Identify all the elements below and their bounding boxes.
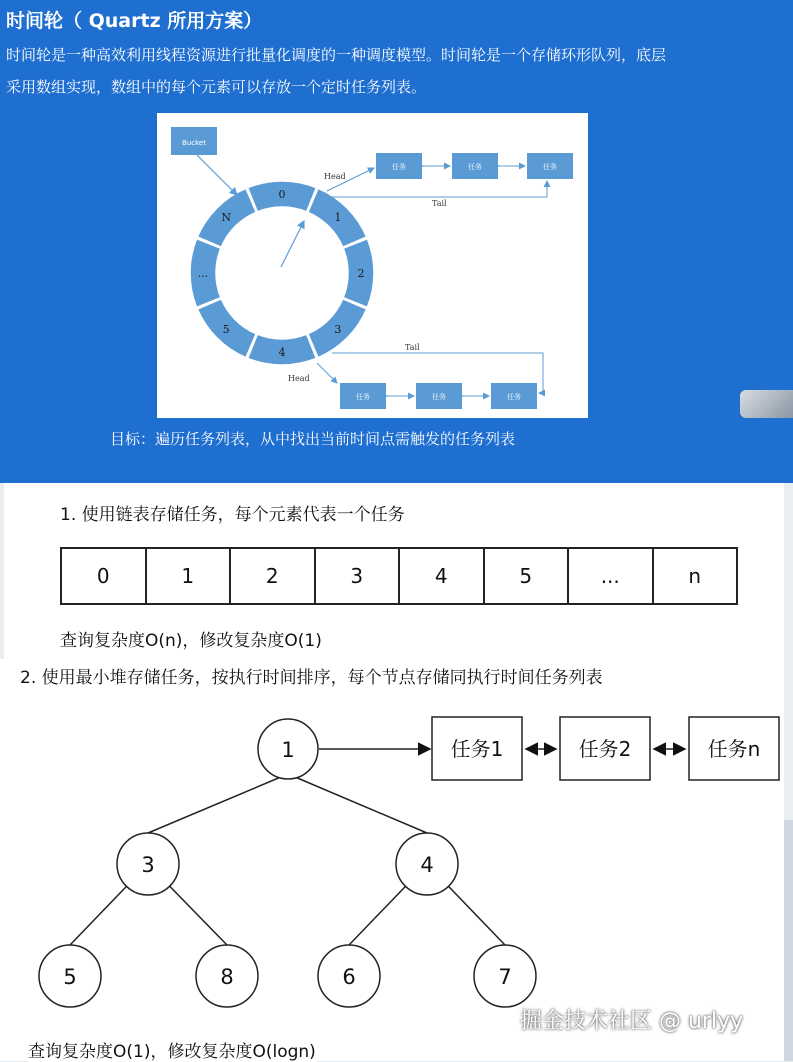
array-cell: 0	[62, 549, 147, 603]
background-strip	[784, 820, 793, 1061]
slide-description-line-2: 采用数组实现，数组中的每个元素可以存放一个定时任务列表。	[6, 78, 427, 96]
edge-1-4	[288, 774, 427, 833]
min-heap-complexity: 查询复杂度O(1)，修改复杂度O(logn)	[28, 1037, 316, 1062]
task-label-bottom-2: 任务	[432, 393, 446, 401]
task-label-top-2: 任务	[468, 163, 482, 171]
wheel-pointer	[281, 221, 304, 267]
heap-node-label: 4	[420, 853, 434, 877]
heap-node-label: 1	[281, 738, 295, 762]
min-heap-diagram	[0, 690, 784, 1035]
heap-node-label: 6	[342, 965, 356, 989]
array-cell: 1	[147, 549, 232, 603]
time-wheel-diagram	[157, 113, 588, 418]
heap-node-3	[117, 833, 179, 895]
tail-arrow-top	[332, 181, 547, 197]
time-wheel-ring	[190, 181, 374, 365]
task-box-label: 任务n	[707, 737, 761, 761]
linked-list-complexity: 查询复杂度O(n)，修改复杂度O(1)	[60, 631, 322, 651]
heap-node-5	[39, 945, 101, 1007]
task-label-bottom-1: 任务	[356, 393, 370, 401]
array-cells	[60, 547, 738, 605]
wheel-slot-label: 1	[334, 211, 342, 225]
edge-1-3	[148, 774, 288, 833]
bucket-arrow	[197, 155, 237, 195]
site-watermark: 掘金技术社区 @ urlyy	[520, 1009, 744, 1034]
array-cell: n	[688, 564, 702, 588]
heap-node-label: 7	[498, 965, 512, 989]
task-label-top-3: 任务	[543, 163, 557, 171]
linked-list-heading: 1. 使用链表存储任务，每个元素代表一个任务	[60, 505, 405, 525]
head-label-bottom: Head	[288, 374, 310, 383]
wheel-slot-label: ...	[197, 267, 209, 280]
heap-node-8	[196, 945, 258, 1007]
heap-node-label: 3	[141, 853, 155, 877]
wheel-slot-label: 0	[278, 188, 286, 201]
slide-title: 时间轮（ Quartz 所用方案）	[6, 10, 263, 32]
wheel-slot-label: 3	[334, 322, 342, 336]
tail-label-bottom: Tail	[405, 343, 420, 352]
array-cell: 4	[400, 549, 485, 603]
video-thumbnail-corner	[740, 390, 793, 418]
heap-node-label: 5	[63, 965, 77, 989]
heap-node-4	[396, 833, 458, 895]
heap-node-7	[474, 945, 536, 1007]
wheel-slot-label: 2	[357, 267, 365, 280]
task-box-label: 任务2	[578, 737, 632, 761]
array-cell: 3	[316, 549, 401, 603]
head-arrow-bottom	[317, 363, 337, 383]
task-label-top-1: 任务	[392, 163, 406, 171]
heap-node-1	[258, 719, 318, 779]
slide-goal: 目标：遍历任务列表，从中找出当前时间点需触发的任务列表	[110, 430, 516, 448]
array-cell: ...	[569, 549, 654, 603]
head-label-top: Head	[324, 172, 346, 181]
wheel-slot-label: 4	[278, 346, 286, 359]
wheel-slot-label: 5	[222, 322, 230, 336]
wheel-slot-label: N	[221, 211, 231, 225]
bucket-label: Bucket	[182, 139, 206, 147]
array-cell: 2	[231, 549, 316, 603]
task-box-label: 任务1	[450, 737, 504, 761]
min-heap-heading: 2. 使用最小堆存储任务，按执行时间排序，每个节点存储同执行时间任务列表	[20, 668, 603, 688]
tail-label-top: Tail	[432, 199, 447, 208]
array-cell: 5	[485, 549, 570, 603]
heap-node-6	[318, 945, 380, 1007]
task-label-bottom-3: 任务	[507, 393, 521, 401]
heap-node-label: 8	[220, 965, 234, 989]
slide-description-line-1: 时间轮是一种高效利用线程资源进行批量化调度的一种调度模型。时间轮是一个存储环形队列，底层	[6, 46, 667, 64]
